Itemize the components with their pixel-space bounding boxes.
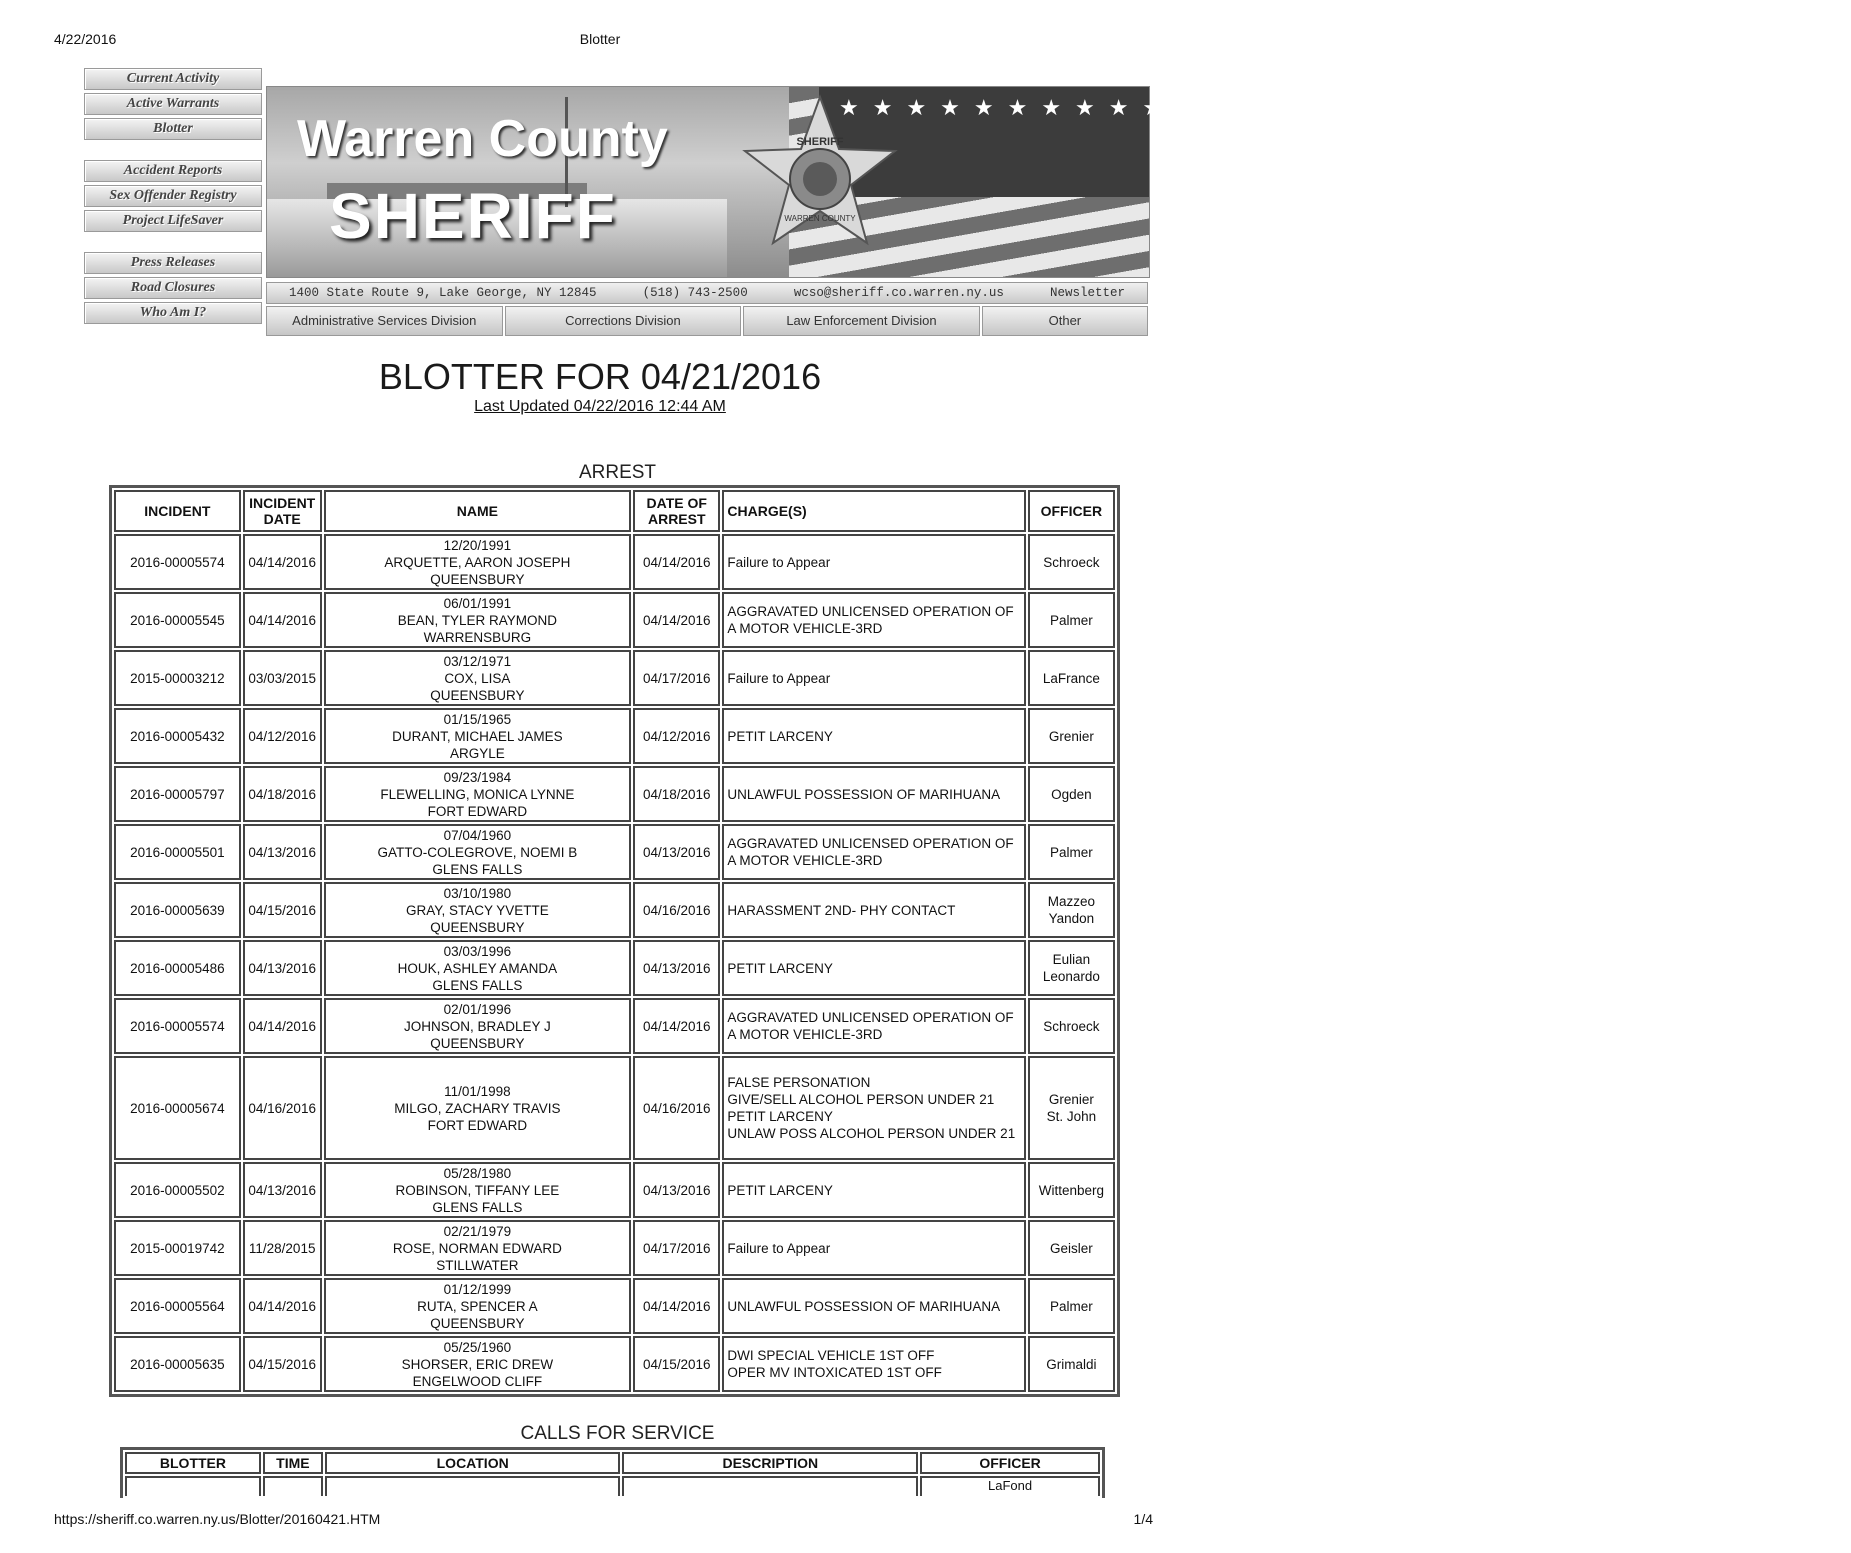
incident-cell: 2016-00005635 — [114, 1336, 241, 1392]
charges-cell — [722, 824, 1025, 880]
charge: UNLAW POSS ALCOHOL PERSON UNDER 21 — [727, 1126, 1016, 1141]
call-time-cell — [263, 1476, 323, 1496]
person-name: ROBINSON, TIFFANY LEE — [395, 1182, 560, 1198]
town: GLENS FALLS — [432, 977, 523, 993]
officer-cell — [1028, 1220, 1115, 1276]
dob: 03/03/1996 — [443, 943, 512, 959]
incident-cell: 2016-00005797 — [114, 766, 241, 822]
col-incident-date: INCIDENT DATE — [243, 490, 322, 532]
incident-cell: 2015-00003212 — [114, 650, 241, 706]
incident-date-cell: 04/13/2016 — [243, 940, 322, 996]
officer-name: Palmer — [1049, 1298, 1093, 1314]
charges-cell — [722, 1162, 1025, 1218]
incident-date-cell: 04/13/2016 — [243, 1162, 322, 1218]
charge: Failure to Appear — [727, 1240, 831, 1256]
contact-phone: (518) 743-2500 — [642, 286, 748, 300]
incident-date-cell: 04/18/2016 — [243, 766, 322, 822]
officer-name: Ogden — [1051, 786, 1092, 802]
charge: PETIT LARCENY — [727, 960, 833, 976]
nav-active-warrants[interactable]: Active Warrants — [84, 93, 262, 115]
arrest-row — [114, 650, 1115, 706]
dob: 03/12/1971 — [443, 653, 512, 669]
charges-cell — [722, 998, 1025, 1054]
officer-name: Grimaldi — [1046, 1356, 1097, 1372]
officer-cell — [1028, 534, 1115, 590]
name-cell — [324, 1336, 631, 1392]
print-page-number: 1/4 — [1133, 1511, 1153, 1527]
arrest-date-cell: 04/14/2016 — [633, 998, 720, 1054]
officer-name: Eulian — [1052, 952, 1091, 967]
badge-top-text: SHERIFF — [796, 136, 844, 148]
calls-header-row — [125, 1452, 1100, 1474]
name-cell — [324, 998, 631, 1054]
officer-cell — [1028, 824, 1115, 880]
banner-sheriff-title: SHERIFF — [329, 180, 617, 252]
officer-name: Grenier — [1048, 728, 1094, 744]
officer-name: LaFrance — [1042, 670, 1100, 686]
charge: PETIT LARCENY — [727, 1182, 833, 1198]
charge: AGGRAVATED UNLICENSED OPERATION OF A MOTOR VEHICLE-3RD — [727, 836, 1014, 868]
tab-administrative-services[interactable]: Administrative Services Division — [266, 306, 503, 336]
col-name: NAME — [324, 490, 631, 532]
incident-date-cell: 03/03/2015 — [243, 650, 322, 706]
charges-cell — [722, 1336, 1025, 1392]
town: QUEENSBURY — [430, 687, 525, 703]
dob: 02/01/1996 — [443, 1001, 512, 1017]
town: QUEENSBURY — [430, 571, 525, 587]
officer-name: Wittenberg — [1038, 1182, 1104, 1198]
officer-name: Mazzeo — [1047, 894, 1095, 909]
charge: HARASSMENT 2ND- PHY CONTACT — [727, 902, 956, 918]
arrest-date-cell: 04/14/2016 — [633, 534, 720, 590]
officer-cell — [1028, 592, 1115, 648]
incident-cell: 2016-00005501 — [114, 824, 241, 880]
incident-cell: 2016-00005574 — [114, 534, 241, 590]
dob: 03/10/1980 — [443, 885, 512, 901]
col-arrest-date: DATE OF ARREST — [633, 490, 720, 532]
person-name: GRAY, STACY YVETTE — [405, 902, 549, 918]
nav-road-closures[interactable]: Road Closures — [84, 277, 262, 299]
officer-cell — [1028, 1278, 1115, 1334]
arrest-row — [114, 708, 1115, 764]
arrest-date-cell: 04/16/2016 — [633, 882, 720, 938]
col-time: TIME — [263, 1452, 323, 1474]
call-blotter-cell — [125, 1476, 261, 1496]
dob: 01/15/1965 — [443, 711, 512, 727]
person-name: ARQUETTE, AARON JOSEPH — [384, 554, 571, 570]
incident-date-cell: 04/14/2016 — [243, 592, 322, 648]
town: FORT EDWARD — [427, 1117, 528, 1133]
arrest-row — [114, 534, 1115, 590]
officer-cell — [1028, 1056, 1115, 1160]
dob: 11/01/1998 — [444, 1083, 511, 1099]
officer-cell — [1028, 940, 1115, 996]
site-banner — [266, 86, 1851, 278]
contact-address: 1400 State Route 9, Lake George, NY 12845 — [289, 286, 597, 300]
newsletter-link[interactable]: Newsletter — [1049, 286, 1125, 300]
arrest-row — [114, 1278, 1115, 1334]
charge: FALSE PERSONATION — [727, 1075, 871, 1090]
nav-sex-offender-registry[interactable]: Sex Offender Registry — [84, 185, 262, 207]
col-location: LOCATION — [325, 1452, 621, 1474]
officer-name: Grenier — [1048, 1092, 1094, 1107]
arrest-row — [114, 1336, 1115, 1392]
town: FORT EDWARD — [427, 803, 528, 819]
charges-cell — [722, 1220, 1025, 1276]
charge: Failure to Appear — [727, 670, 831, 686]
nav-blotter[interactable]: Blotter — [84, 118, 262, 140]
charges-cell — [722, 592, 1025, 648]
charge: Failure to Appear — [727, 554, 831, 570]
town: WARRENSBURG — [423, 629, 532, 645]
arrest-date-cell: 04/13/2016 — [633, 940, 720, 996]
arrest-row — [114, 940, 1115, 996]
arrest-row — [114, 1220, 1115, 1276]
arrest-date-cell: 04/13/2016 — [633, 824, 720, 880]
officer-name: Geisler — [1049, 1240, 1093, 1256]
nav-group-news — [84, 252, 262, 327]
arrest-date-cell: 04/13/2016 — [633, 1162, 720, 1218]
person-name: COX, LISA — [444, 670, 511, 686]
dob: 06/01/1991 — [443, 595, 512, 611]
charges-cell — [722, 882, 1025, 938]
arrest-table — [109, 485, 1120, 1397]
charges-cell — [722, 1278, 1025, 1334]
person-name: BEAN, TYLER RAYMOND — [397, 612, 558, 628]
arrest-date-cell: 04/14/2016 — [633, 592, 720, 648]
arrest-section-title: ARREST — [578, 462, 657, 483]
town: QUEENSBURY — [430, 919, 525, 935]
arrest-date-cell: 04/17/2016 — [633, 1220, 720, 1276]
incident-date-cell: 04/15/2016 — [243, 882, 322, 938]
tab-law-enforcement[interactable]: Law Enforcement Division — [743, 306, 980, 336]
nav-who-am-i[interactable]: Who Am I? — [84, 302, 262, 324]
officer-cell — [1028, 650, 1115, 706]
officer-name: Palmer — [1049, 844, 1093, 860]
incident-cell: 2016-00005564 — [114, 1278, 241, 1334]
officer-cell — [1028, 882, 1115, 938]
charges-cell — [722, 940, 1025, 996]
incident-cell: 2016-00005545 — [114, 592, 241, 648]
charge: PETIT LARCENY — [727, 1109, 833, 1124]
flag-canton: ★★★★★★★★★★★★★★★★★★★★★★★★★★★★★★ — [819, 87, 1149, 197]
nav-group-programs — [84, 160, 262, 235]
nav-group-records — [84, 68, 262, 143]
charges-cell — [722, 766, 1025, 822]
town: GLENS FALLS — [432, 1199, 523, 1215]
incident-date-cell: 04/12/2016 — [243, 708, 322, 764]
town: GLENS FALLS — [432, 861, 523, 877]
person-name: MILGO, ZACHARY TRAVIS — [394, 1100, 561, 1116]
name-cell — [324, 1056, 631, 1160]
charges-cell — [722, 650, 1025, 706]
nav-project-lifesaver[interactable]: Project LifeSaver — [84, 210, 262, 232]
call-location-cell — [325, 1476, 621, 1496]
name-cell — [324, 534, 631, 590]
charges-cell — [722, 1056, 1025, 1160]
arrest-date-cell: 04/16/2016 — [633, 1056, 720, 1160]
person-name: SHORSER, ERIC DREW — [401, 1356, 554, 1372]
incident-cell: 2016-00005674 — [114, 1056, 241, 1160]
calls-table — [120, 1447, 1105, 1498]
person-name: RUTA, SPENCER A — [417, 1298, 538, 1314]
dob: 07/04/1960 — [443, 827, 512, 843]
nav-current-activity[interactable]: Current Activity — [84, 68, 262, 90]
charge: UNLAWFUL POSSESSION OF MARIHUANA — [727, 786, 1001, 802]
print-date: 4/22/2016 — [54, 31, 117, 47]
charge: AGGRAVATED UNLICENSED OPERATION OF A MOTOR VEHICLE-3RD — [727, 604, 1014, 636]
name-cell — [324, 650, 631, 706]
arrest-row — [114, 824, 1115, 880]
name-cell — [324, 882, 631, 938]
division-nav — [266, 306, 1148, 336]
sheriff-badge-icon — [745, 93, 895, 267]
incident-cell: 2015-00019742 — [114, 1220, 241, 1276]
arrest-date-cell: 04/15/2016 — [633, 1336, 720, 1392]
name-cell — [324, 940, 631, 996]
person-name: JOHNSON, BRADLEY J — [403, 1018, 551, 1034]
incident-date-cell: 04/14/2016 — [243, 1278, 322, 1334]
officer-cell — [1028, 708, 1115, 764]
incident-date-cell: 04/14/2016 — [243, 998, 322, 1054]
contact-bar — [266, 282, 1148, 304]
town: ENGELWOOD CLIFF — [412, 1373, 543, 1389]
charge: OPER MV INTOXICATED 1ST OFF — [727, 1365, 942, 1380]
officer-cell — [1028, 766, 1115, 822]
charges-cell — [722, 534, 1025, 590]
person-name: DURANT, MICHAEL JAMES — [392, 728, 563, 744]
name-cell — [324, 766, 631, 822]
incident-date-cell: 04/14/2016 — [243, 534, 322, 590]
officer-name: St. John — [1046, 1109, 1097, 1124]
tab-corrections[interactable]: Corrections Division — [505, 306, 742, 336]
town: ARGYLE — [450, 745, 505, 761]
officer-name: Yandon — [1048, 911, 1095, 926]
incident-cell: 2016-00005432 — [114, 708, 241, 764]
town: QUEENSBURY — [430, 1315, 525, 1331]
name-cell — [324, 1220, 631, 1276]
print-title: Blotter — [579, 31, 621, 47]
banner-county-title: Warren County — [297, 110, 668, 168]
last-updated: Last Updated 04/22/2016 12:44 AM — [474, 398, 726, 415]
col-description: DESCRIPTION — [622, 1452, 918, 1474]
officer-name: Palmer — [1049, 612, 1093, 628]
calls-section-title: CALLS FOR SERVICE — [520, 1423, 715, 1444]
call-description-cell — [622, 1476, 918, 1496]
arrest-date-cell: 04/12/2016 — [633, 708, 720, 764]
incident-date-cell: 11/28/2015 — [243, 1220, 322, 1276]
charge: DWI SPECIAL VEHICLE 1ST OFF — [727, 1348, 935, 1363]
arrest-date-cell: 04/14/2016 — [633, 1278, 720, 1334]
dob: 01/12/1999 — [443, 1281, 512, 1297]
officer-cell — [1028, 998, 1115, 1054]
person-name: FLEWELLING, MONICA LYNNE — [380, 786, 575, 802]
dob: 05/25/1960 — [443, 1339, 512, 1355]
arrest-row — [114, 766, 1115, 822]
person-name: GATTO-COLEGROVE, NOEMI B — [377, 844, 578, 860]
contact-email-link[interactable]: wcso@sheriff.co.warren.ny.us — [793, 286, 1004, 300]
charge: UNLAWFUL POSSESSION OF MARIHUANA — [727, 1298, 1001, 1314]
dob: 12/20/1991 — [443, 537, 512, 553]
officer-cell — [1028, 1162, 1115, 1218]
charge: AGGRAVATED UNLICENSED OPERATION OF A MOTOR VEHICLE-3RD — [727, 1010, 1014, 1042]
officer-cell — [1028, 1336, 1115, 1392]
arrest-header-row — [114, 490, 1115, 532]
col-officer: OFFICER — [1028, 490, 1115, 532]
officer-name: Schroeck — [1043, 1018, 1100, 1034]
incident-cell: 2016-00005502 — [114, 1162, 241, 1218]
arrest-row — [114, 592, 1115, 648]
incident-date-cell: 04/16/2016 — [243, 1056, 322, 1160]
calls-row — [125, 1476, 1100, 1496]
charges-cell — [722, 708, 1025, 764]
arrest-row — [114, 998, 1115, 1054]
dob: 09/23/1984 — [443, 769, 512, 785]
col-blotter: BLOTTER — [125, 1452, 261, 1474]
incident-cell: 2016-00005639 — [114, 882, 241, 938]
officer-name: Schroeck — [1043, 554, 1100, 570]
col-charges: CHARGE(S) — [722, 490, 1025, 532]
arrest-date-cell: 04/17/2016 — [633, 650, 720, 706]
page-title: BLOTTER FOR 04/21/2016 — [378, 356, 822, 397]
name-cell — [324, 592, 631, 648]
col-call-officer: OFFICER — [920, 1452, 1100, 1474]
arrest-row — [114, 1162, 1115, 1218]
name-cell — [324, 1278, 631, 1334]
incident-cell: 2016-00005486 — [114, 940, 241, 996]
town: QUEENSBURY — [430, 1035, 525, 1051]
dob: 02/21/1979 — [443, 1223, 512, 1239]
tab-other[interactable]: Other — [982, 306, 1148, 336]
person-name: ROSE, NORMAN EDWARD — [392, 1240, 562, 1256]
town: STILLWATER — [436, 1257, 519, 1273]
name-cell — [324, 824, 631, 880]
name-cell — [324, 1162, 631, 1218]
badge-bottom-text: WARREN COUNTY — [784, 214, 856, 223]
incident-date-cell: 04/13/2016 — [243, 824, 322, 880]
col-incident: INCIDENT — [114, 490, 241, 532]
print-footer-url: https://sheriff.co.warren.ny.us/Blotter/20160421.HTM — [54, 1511, 381, 1527]
incident-date-cell: 04/15/2016 — [243, 1336, 322, 1392]
name-cell — [324, 708, 631, 764]
nav-press-releases[interactable]: Press Releases — [84, 252, 262, 274]
nav-accident-reports[interactable]: Accident Reports — [84, 160, 262, 182]
call-officer-cell: LaFond — [920, 1476, 1100, 1496]
officer-name: Leonardo — [1042, 969, 1100, 984]
dob: 05/28/1980 — [443, 1165, 512, 1181]
arrest-row — [114, 1056, 1115, 1160]
charge: PETIT LARCENY — [727, 728, 833, 744]
arrest-row — [114, 882, 1115, 938]
arrest-date-cell: 04/18/2016 — [633, 766, 720, 822]
incident-cell: 2016-00005574 — [114, 998, 241, 1054]
person-name: HOUK, ASHLEY AMANDA — [397, 960, 558, 976]
charge: GIVE/SELL ALCOHOL PERSON UNDER 21 — [727, 1092, 995, 1107]
